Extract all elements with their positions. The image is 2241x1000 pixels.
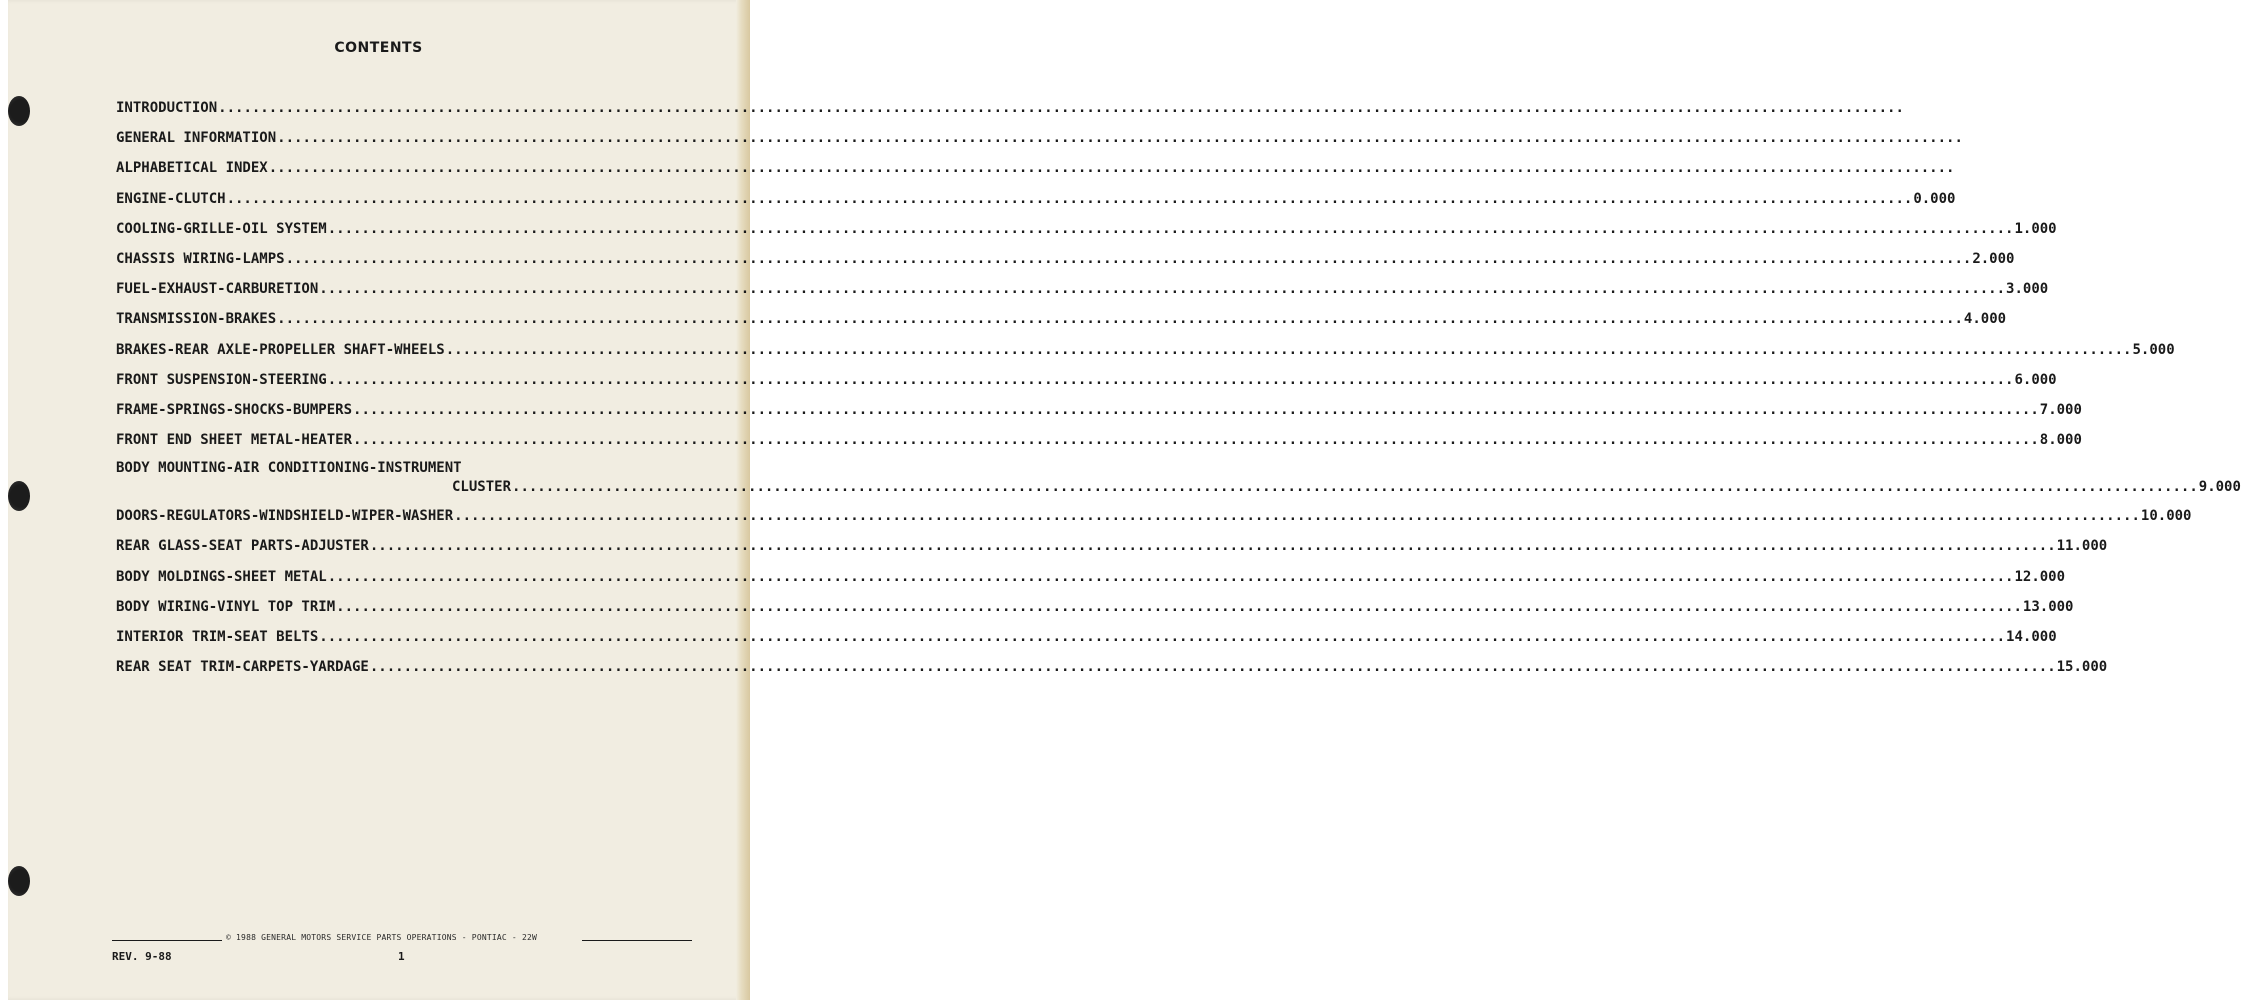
page-title: CONTENTS — [334, 40, 423, 56]
toc-entry-title: CHASSIS WIRING-LAMPS — [116, 250, 285, 267]
toc-entry — [116, 340, 2175, 370]
toc-entry — [116, 309, 2007, 339]
footer-rule-right — [582, 940, 692, 941]
toc-entry-section-number: 1.000 — [2014, 220, 2057, 237]
dot-leader: ........................................................................................................................................................................................................ — [353, 401, 2039, 418]
dot-leader: ........................................................................................................................................................................................................ — [445, 341, 2132, 358]
toc-entry — [116, 128, 1963, 158]
dot-leader: ........................................................................................................................................................................................................ — [319, 629, 2006, 645]
dot-leader: ........................................................................................................................................................................................................ — [226, 190, 1913, 207]
toc-entry — [116, 506, 2192, 536]
dot-leader: ........................................................................................................................................................................................................ — [218, 100, 1904, 116]
toc-entry-section-number: 3.000 — [2006, 281, 2049, 298]
toc-entry-section-number: 10.000 — [2140, 508, 2192, 525]
toc-entry — [116, 430, 2082, 460]
toc-entry-title: ALPHABETICAL INDEX — [116, 160, 268, 177]
toc-entry-title-continued: CLUSTER — [452, 479, 512, 496]
toc-entry-title: FRONT END SHEET METAL-HEATER — [116, 432, 353, 449]
toc-entry-title: REAR SEAT TRIM-CARPETS-YARDAGE — [116, 659, 369, 676]
dot-leader: ........................................................................................................................................................................................................ — [353, 432, 2039, 449]
toc-entry-section-number: 7.000 — [2039, 401, 2082, 418]
toc-entry — [116, 627, 2057, 657]
page-number: 1 — [398, 950, 405, 963]
toc-entry-section-number: 6.000 — [2014, 371, 2057, 388]
dot-leader: ........................................................................................................................................................................................................ — [277, 130, 1963, 147]
page-edge — [736, 0, 750, 1000]
toc-entry — [116, 597, 2074, 627]
toc-entry-section-number: 0.000 — [1913, 190, 1956, 207]
dot-leader: ........................................................................................................................................................................................................ — [268, 160, 1955, 177]
toc-entry — [116, 370, 2057, 400]
dot-leader: ........................................................................................................................................................................................................ — [369, 538, 2056, 555]
dot-leader: ........................................................................................................................................................................................................ — [327, 220, 2014, 237]
toc-entry-title: INTERIOR TRIM-SEAT BELTS — [116, 629, 319, 645]
toc-entry-section-number: 11.000 — [2056, 538, 2108, 555]
toc-entry — [116, 158, 1955, 188]
toc-entry-title: FUEL-EXHAUST-CARBURETION — [116, 281, 319, 298]
toc-entry-title: BODY WIRING-VINYL TOP TRIM — [116, 598, 336, 615]
footer-rule-left — [112, 940, 222, 941]
toc-entry — [116, 98, 1904, 128]
dot-leader: ........................................................................................................................................................................................................ — [327, 568, 2014, 585]
toc-entry — [116, 279, 2049, 309]
dot-leader: ........................................................................................................................................................................................................ — [512, 479, 2198, 496]
dot-leader: ........................................................................................................................................................................................................ — [454, 508, 2140, 525]
toc-entry-title: TRANSMISSION-BRAKES — [116, 311, 277, 328]
toc-entry-section-number: 8.000 — [2039, 432, 2082, 449]
revision-label: REV. 9-88 — [112, 950, 172, 963]
toc-entry-section-number: 2.000 — [1972, 250, 2015, 267]
dot-leader: ........................................................................................................................................................................................................ — [319, 281, 2006, 298]
toc-entry-section-number: 5.000 — [2132, 341, 2175, 358]
toc-entry-section-number: 4.000 — [1963, 311, 2007, 328]
toc-entry — [116, 567, 2066, 597]
toc-entry-section-number: 12.000 — [2014, 568, 2066, 585]
binder-hole-bottom — [8, 866, 30, 896]
toc-entry — [116, 536, 2108, 566]
toc-entry-title: COOLING-GRILLE-OIL SYSTEM — [116, 220, 327, 237]
toc-entry-title: BODY MOLDINGS-SHEET METAL — [116, 568, 327, 585]
toc-entry-section-number: 15.000 — [2056, 659, 2108, 676]
toc-entry-title: REAR GLASS-SEAT PARTS-ADJUSTER — [116, 538, 369, 555]
dot-leader: ........................................................................................................................................................................................................ — [277, 311, 1963, 328]
toc-entry — [116, 219, 2057, 249]
toc-entry-title: FRAME-SPRINGS-SHOCKS-BUMPERS — [116, 401, 353, 418]
toc-entry — [116, 460, 2241, 506]
toc-entry-title: DOORS-REGULATORS-WINDSHIELD-WIPER-WASHER — [116, 508, 454, 525]
toc-entry-title: GENERAL INFORMATION — [116, 130, 277, 147]
toc-entry — [116, 657, 2108, 687]
dot-leader: ........................................................................................................................................................................................................ — [327, 371, 2014, 388]
dot-leader: ........................................................................................................................................................................................................ — [336, 598, 2022, 615]
toc-entry-section-number: 9.000 — [2198, 479, 2241, 496]
toc-entry-section-number: 14.000 — [2006, 629, 2057, 645]
toc-entry — [116, 249, 2015, 279]
toc-entry — [116, 400, 2082, 430]
toc-entry-title: FRONT SUSPENSION-STEERING — [116, 371, 327, 388]
toc-entry-title: INTRODUCTION — [116, 100, 218, 116]
footer-copyright: © 1988 GENERAL MOTORS SERVICE PARTS OPERATIONS - PONTIAC - 22W — [226, 933, 538, 942]
toc-entry-title: BRAKES-REAR AXLE-PROPELLER SHAFT-WHEELS — [116, 341, 445, 358]
toc-entry-title: BODY MOUNTING-AIR CONDITIONING-INSTRUMENT — [116, 460, 462, 477]
dot-leader: ........................................................................................................................................................................................................ — [369, 659, 2056, 676]
table-of-contents — [116, 98, 2241, 687]
toc-entry-section-number: 13.000 — [2022, 598, 2074, 615]
toc-entry — [116, 189, 1956, 219]
binder-hole-middle — [8, 481, 30, 511]
toc-entry-title: ENGINE-CLUTCH — [116, 190, 226, 207]
dot-leader: ........................................................................................................................................................................................................ — [285, 250, 1972, 267]
binder-hole-top — [8, 96, 30, 126]
